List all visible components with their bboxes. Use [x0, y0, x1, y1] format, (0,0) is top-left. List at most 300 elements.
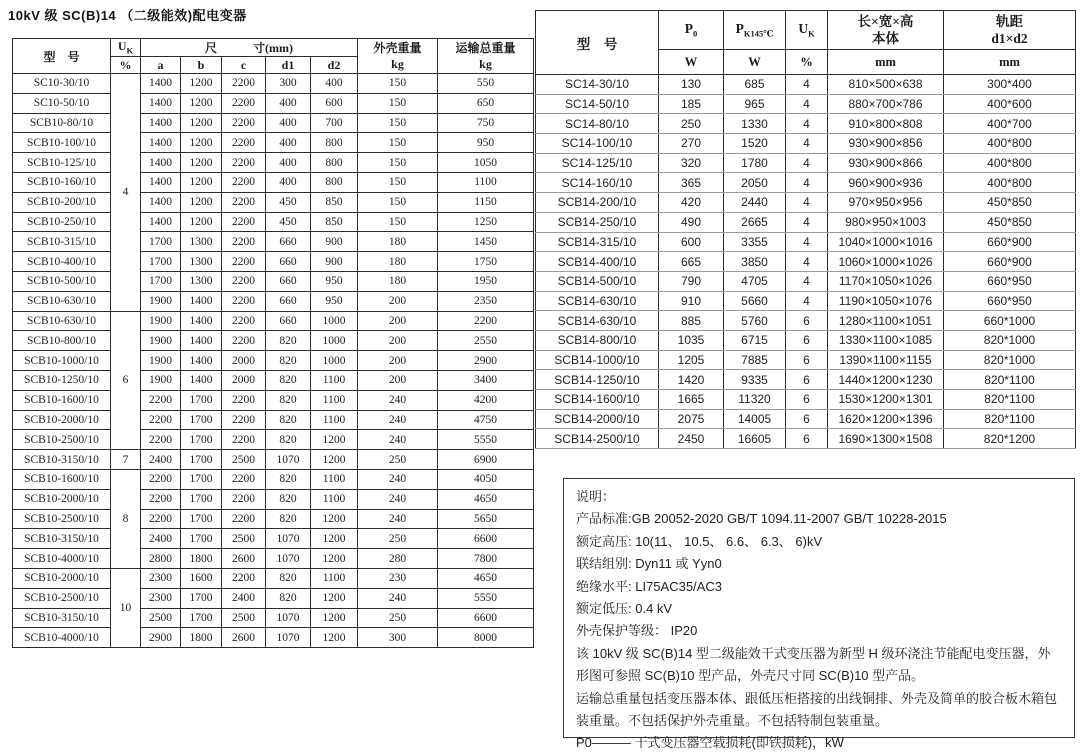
dim-b-cell: 1700 [181, 410, 222, 430]
p0-cell: 250 [659, 114, 724, 134]
uk-cell: 6 [786, 429, 828, 449]
transport-weight-cell: 5550 [438, 430, 534, 450]
dim-b-header: b [181, 57, 222, 74]
track-gauge-label-line1: 轨距 [996, 14, 1023, 29]
body-size-cell: 930×900×856 [828, 134, 944, 154]
track-gauge-cell: 660*950 [944, 291, 1076, 311]
model-cell: SCB14-800/10 [536, 330, 659, 350]
p0-cell: 1665 [659, 390, 724, 410]
model-cell: SCB10-800/10 [13, 331, 111, 351]
dim-c-cell: 2500 [222, 608, 266, 628]
note-line: P0——— 干式变压器空载损耗(即铁损耗)，kW [576, 735, 844, 751]
left-table-row [13, 271, 534, 291]
dim-a-cell: 2400 [141, 529, 181, 549]
model-cell: SCB14-250/10 [536, 212, 659, 232]
right-table-row [536, 409, 1076, 429]
shell-weight-cell: 200 [358, 331, 438, 351]
p0-cell: 790 [659, 271, 724, 291]
dim-b-cell: 1300 [181, 252, 222, 272]
dim-a-cell: 1700 [141, 232, 181, 252]
shell-weight-cell: 240 [358, 410, 438, 430]
note-line: 额定低压: 0.4 kV [576, 601, 673, 617]
transport-weight-cell: 1100 [438, 172, 534, 192]
shell-weight-cell: 240 [358, 588, 438, 608]
left-table-row [13, 628, 534, 648]
dim-b-cell: 1400 [181, 331, 222, 351]
dim-d1-cell: 1070 [266, 608, 311, 628]
dim-c-cell: 2200 [222, 410, 266, 430]
uk-cell: 4 [786, 114, 828, 134]
body-size-unit-header: mm [828, 50, 944, 75]
dim-b-cell: 1200 [181, 74, 222, 94]
dim-b-cell: 1700 [181, 430, 222, 450]
track-gauge-cell: 400*800 [944, 134, 1076, 154]
shell-weight-cell: 250 [358, 608, 438, 628]
track-gauge-cell: 820*1000 [944, 350, 1076, 370]
note-line: 该 10kV 级 SC(B)14 型二级能效干式变压器为新型 H 级环浇注节能配电变压器，外形图可参照 SC(B)10 型产品，外壳尺寸同 SC(B)10 型产品。 [576, 645, 1051, 684]
left-table-row [13, 133, 534, 153]
dim-d1-cell: 400 [266, 133, 311, 153]
left-table-row [13, 608, 534, 628]
transport-weight-cell: 7800 [438, 549, 534, 569]
model-cell: SCB10-200/10 [13, 192, 111, 212]
shell-weight-cell: 240 [358, 430, 438, 450]
dim-d2-cell: 850 [311, 212, 358, 232]
transport-weight-cell: 550 [438, 74, 534, 94]
left-table-row [13, 410, 534, 430]
shell-weight-cell: 240 [358, 489, 438, 509]
transport-weight-cell: 5650 [438, 509, 534, 529]
dim-a-cell: 1900 [141, 311, 181, 331]
track-gauge-unit-header: mm [944, 50, 1076, 75]
uk-cell: 4 [786, 232, 828, 252]
model-cell: SCB10-100/10 [13, 133, 111, 153]
transport-weight-cell: 4750 [438, 410, 534, 430]
dim-c-cell: 2600 [222, 549, 266, 569]
track-gauge-cell: 820*1100 [944, 390, 1076, 410]
track-gauge-cell: 400*700 [944, 114, 1076, 134]
track-gauge-cell: 660*900 [944, 252, 1076, 272]
shell-weight-cell: 150 [358, 153, 438, 173]
left-table-row [13, 450, 534, 470]
pk-cell: 9335 [724, 370, 786, 390]
uk-cell: 4 [786, 291, 828, 311]
dim-b-cell: 1300 [181, 271, 222, 291]
p0-cell: 270 [659, 134, 724, 154]
note-line: 绝缘水平: LI75AC35/AC3 [576, 578, 722, 594]
uk-cell: 4 [786, 193, 828, 213]
model-cell: SCB10-3150/10 [13, 529, 111, 549]
uk-cell: 6 [786, 409, 828, 429]
dim-c-cell: 2200 [222, 113, 266, 133]
transport-weight-cell: 2900 [438, 351, 534, 371]
dim-b-cell: 1700 [181, 489, 222, 509]
shell-weight-cell: 150 [358, 133, 438, 153]
dim-d2-cell: 1200 [311, 608, 358, 628]
dim-d1-cell: 820 [266, 370, 311, 390]
shell-weight-cell: 200 [358, 311, 438, 331]
model-cell: SCB10-1000/10 [13, 351, 111, 371]
model-cell: SCB10-2500/10 [13, 588, 111, 608]
p0-cell: 1205 [659, 350, 724, 370]
transport-weight-column-header [438, 39, 534, 74]
transport-weight-cell: 6600 [438, 608, 534, 628]
dim-c-cell: 2200 [222, 172, 266, 192]
shell-weight-cell: 180 [358, 271, 438, 291]
transport-weight-cell: 1050 [438, 153, 534, 173]
shell-weight-label: 外壳重量 [373, 41, 422, 55]
right-table-row [536, 232, 1076, 252]
shell-weight-cell: 150 [358, 113, 438, 133]
dim-b-cell: 1400 [181, 291, 222, 311]
dim-a-cell: 2300 [141, 568, 181, 588]
dim-c-cell: 2200 [222, 232, 266, 252]
uk-cell: 4 [786, 153, 828, 173]
dim-d2-cell: 950 [311, 271, 358, 291]
uk-base-label: U [798, 21, 809, 37]
dim-d1-cell: 1070 [266, 628, 311, 648]
dim-b-cell: 1700 [181, 588, 222, 608]
uk-sub-label: K [126, 45, 134, 56]
dim-c-cell: 2200 [222, 153, 266, 173]
dim-a-cell: 2400 [141, 450, 181, 470]
dim-d2-cell: 1100 [311, 410, 358, 430]
model-column-header: 型 号 [13, 39, 111, 74]
dim-c-cell: 2200 [222, 74, 266, 94]
pk-sub-label: K145℃ [743, 28, 774, 39]
shell-weight-cell: 150 [358, 192, 438, 212]
uk-group-cell: 8 [111, 469, 141, 568]
pk-cell: 2665 [724, 212, 786, 232]
uk-cell: 6 [786, 350, 828, 370]
left-table-row [13, 74, 534, 94]
shell-weight-cell: 280 [358, 549, 438, 569]
dim-c-cell: 2500 [222, 529, 266, 549]
dim-c-cell: 2200 [222, 271, 266, 291]
pk-cell: 7885 [724, 350, 786, 370]
uk-cell: 6 [786, 370, 828, 390]
shell-weight-cell: 240 [358, 469, 438, 489]
p0-cell: 2450 [659, 429, 724, 449]
transport-weight-cell: 2350 [438, 291, 534, 311]
model-cell: SCB10-1600/10 [13, 469, 111, 489]
model-cell: SCB10-2500/10 [13, 509, 111, 529]
dim-d1-cell: 400 [266, 93, 311, 113]
right-table-row [536, 291, 1076, 311]
dim-d2-cell: 850 [311, 192, 358, 212]
model-cell: SCB10-2000/10 [13, 568, 111, 588]
left-table-row [13, 232, 534, 252]
model-cell: SCB14-2000/10 [536, 409, 659, 429]
uk-unit-header: % [786, 50, 828, 75]
pk-cell: 5660 [724, 291, 786, 311]
body-size-cell: 970×950×956 [828, 193, 944, 213]
right-table-row [536, 94, 1076, 114]
uk-cell: 4 [786, 134, 828, 154]
model-cell: SCB10-315/10 [13, 232, 111, 252]
model-cell: SCB10-500/10 [13, 271, 111, 291]
shell-weight-cell: 180 [358, 252, 438, 272]
shell-weight-cell: 300 [358, 628, 438, 648]
left-table-row [13, 489, 534, 509]
right-table [535, 10, 1076, 449]
dim-b-cell: 1600 [181, 568, 222, 588]
p0-cell: 885 [659, 311, 724, 331]
model-cell: SCB10-125/10 [13, 153, 111, 173]
body-size-cell: 960×900×936 [828, 173, 944, 193]
left-table-row [13, 469, 534, 489]
model-cell: SCB14-315/10 [536, 232, 659, 252]
model-cell: SCB10-3150/10 [13, 608, 111, 628]
right-table-row [536, 311, 1076, 331]
p0-cell: 365 [659, 173, 724, 193]
uk-cell: 4 [786, 75, 828, 95]
right-table-row [536, 75, 1076, 95]
size-column-header: 尺 寸(mm) [141, 39, 358, 57]
left-table-row [13, 509, 534, 529]
left-table-row [13, 529, 534, 549]
pk-cell: 1780 [724, 153, 786, 173]
left-table-row [13, 331, 534, 351]
shell-weight-cell: 230 [358, 568, 438, 588]
dim-d1-cell: 820 [266, 351, 311, 371]
dim-a-cell: 2200 [141, 489, 181, 509]
left-table-body [13, 74, 534, 648]
track-gauge-cell: 400*800 [944, 153, 1076, 173]
model-cell: SCB10-2000/10 [13, 410, 111, 430]
body-size-cell: 1280×1100×1051 [828, 311, 944, 331]
shell-weight-unit: kg [391, 57, 404, 71]
dim-c-cell: 2200 [222, 291, 266, 311]
model-cell: SCB10-80/10 [13, 113, 111, 133]
dim-d2-cell: 800 [311, 153, 358, 173]
uk-cell: 6 [786, 311, 828, 331]
p0-cell: 320 [659, 153, 724, 173]
dim-a-cell: 1700 [141, 271, 181, 291]
dim-c-cell: 2200 [222, 430, 266, 450]
left-table-row [13, 153, 534, 173]
transport-weight-cell: 3400 [438, 370, 534, 390]
dim-d2-cell: 1100 [311, 568, 358, 588]
dim-b-cell: 1200 [181, 212, 222, 232]
dim-d1-cell: 400 [266, 172, 311, 192]
model-cell: SCB10-1250/10 [13, 370, 111, 390]
shell-weight-cell: 200 [358, 370, 438, 390]
pk-cell: 3850 [724, 252, 786, 272]
dim-d2-cell: 1100 [311, 370, 358, 390]
right-table-row [536, 134, 1076, 154]
dim-d1-cell: 450 [266, 192, 311, 212]
right-table-row [536, 114, 1076, 134]
dim-a-cell: 2200 [141, 390, 181, 410]
left-header-row-1 [13, 39, 534, 57]
dim-b-cell: 1200 [181, 93, 222, 113]
track-gauge-cell: 300*400 [944, 75, 1076, 95]
dim-d1-cell: 820 [266, 469, 311, 489]
dim-d2-cell: 1100 [311, 489, 358, 509]
dim-a-cell: 2300 [141, 588, 181, 608]
dim-a-cell: 1900 [141, 370, 181, 390]
pk-cell: 4705 [724, 271, 786, 291]
track-gauge-cell: 660*950 [944, 271, 1076, 291]
note-line: 额定高压: 10(11、 10.5、 6.6、 6.3、 6)kV [576, 533, 823, 549]
dim-d2-cell: 1000 [311, 351, 358, 371]
model-cell: SCB10-1600/10 [13, 390, 111, 410]
right-table-row [536, 252, 1076, 272]
dim-a-cell: 2200 [141, 509, 181, 529]
dim-d1-cell: 820 [266, 390, 311, 410]
shell-weight-cell: 150 [358, 74, 438, 94]
dim-b-cell: 1200 [181, 192, 222, 212]
model-cell: SC14-160/10 [536, 173, 659, 193]
body-size-cell: 910×800×808 [828, 114, 944, 134]
pk-column-header [724, 11, 786, 50]
dim-b-cell: 1700 [181, 390, 222, 410]
right-table-row [536, 271, 1076, 291]
dim-b-cell: 1800 [181, 549, 222, 569]
dim-d1-cell: 450 [266, 212, 311, 232]
dim-d1-cell: 820 [266, 588, 311, 608]
dim-d1-cell: 660 [266, 291, 311, 311]
track-gauge-cell: 820*1100 [944, 370, 1076, 390]
dim-b-cell: 1400 [181, 311, 222, 331]
body-size-label-line2: 本体 [872, 31, 899, 46]
dim-a-cell: 1400 [141, 133, 181, 153]
shell-weight-cell: 200 [358, 351, 438, 371]
dim-b-cell: 1400 [181, 351, 222, 371]
transport-weight-cell: 750 [438, 113, 534, 133]
dim-a-header: a [141, 57, 181, 74]
pk-cell: 11320 [724, 390, 786, 410]
body-size-cell: 1190×1050×1076 [828, 291, 944, 311]
right-table-row [536, 390, 1076, 410]
dim-d1-cell: 1070 [266, 450, 311, 470]
model-column-header: 型 号 [536, 11, 659, 75]
dim-d1-cell: 400 [266, 153, 311, 173]
uk-cell: 6 [786, 330, 828, 350]
dim-d1-cell: 820 [266, 568, 311, 588]
dim-d1-cell: 660 [266, 311, 311, 331]
uk-column-header [111, 39, 141, 57]
transport-weight-cell: 8000 [438, 628, 534, 648]
dim-d2-cell: 800 [311, 172, 358, 192]
shell-weight-cell: 200 [358, 291, 438, 311]
dim-a-cell: 2200 [141, 469, 181, 489]
transport-weight-cell: 4650 [438, 489, 534, 509]
dim-d2-cell: 800 [311, 133, 358, 153]
dim-d2-cell: 1200 [311, 450, 358, 470]
pk-unit-header: W [724, 50, 786, 75]
pk-cell: 2050 [724, 173, 786, 193]
dim-a-cell: 2200 [141, 410, 181, 430]
dim-b-cell: 1700 [181, 529, 222, 549]
pk-cell: 16605 [724, 429, 786, 449]
dim-c-cell: 2200 [222, 489, 266, 509]
dim-d2-cell: 700 [311, 113, 358, 133]
dim-a-cell: 2500 [141, 608, 181, 628]
left-table-row [13, 549, 534, 569]
dim-a-cell: 1900 [141, 291, 181, 311]
right-table-row [536, 330, 1076, 350]
transport-weight-cell: 1950 [438, 271, 534, 291]
transport-weight-cell: 950 [438, 133, 534, 153]
body-size-cell: 980×950×1003 [828, 212, 944, 232]
left-table-row [13, 588, 534, 608]
model-cell: SCB10-2500/10 [13, 430, 111, 450]
left-table-row [13, 390, 534, 410]
dim-d1-cell: 820 [266, 489, 311, 509]
body-size-cell: 1530×1200×1301 [828, 390, 944, 410]
left-table-row [13, 291, 534, 311]
dim-c-cell: 2200 [222, 93, 266, 113]
model-cell: SCB14-2500/10 [536, 429, 659, 449]
left-table-row [13, 192, 534, 212]
uk-cell: 6 [786, 390, 828, 410]
dim-d1-cell: 820 [266, 430, 311, 450]
transport-weight-cell: 1450 [438, 232, 534, 252]
dim-c-cell: 2200 [222, 568, 266, 588]
uk-base-label: U [117, 39, 127, 54]
model-cell: SCB14-1600/10 [536, 390, 659, 410]
dim-a-cell: 1400 [141, 212, 181, 232]
dim-d1-header: d1 [266, 57, 311, 74]
model-cell: SCB14-630/10 [536, 291, 659, 311]
pk-cell: 3355 [724, 232, 786, 252]
left-table-row [13, 568, 534, 588]
dim-a-cell: 1900 [141, 351, 181, 371]
dim-d2-cell: 1000 [311, 311, 358, 331]
dim-b-cell: 1200 [181, 153, 222, 173]
transport-weight-cell: 4650 [438, 568, 534, 588]
pk-cell: 1520 [724, 134, 786, 154]
body-size-label-line1: 长×宽×高 [857, 14, 914, 29]
shell-weight-cell: 150 [358, 212, 438, 232]
dim-a-cell: 1400 [141, 74, 181, 94]
p0-cell: 1420 [659, 370, 724, 390]
left-table-row [13, 252, 534, 272]
p0-column-header [659, 11, 724, 50]
p0-unit-header: W [659, 50, 724, 75]
left-table-row [13, 311, 534, 331]
pk-cell: 6715 [724, 330, 786, 350]
dim-d2-cell: 1200 [311, 628, 358, 648]
dim-a-cell: 1700 [141, 252, 181, 272]
transport-weight-label: 运输总重量 [455, 41, 516, 55]
track-gauge-cell: 660*1000 [944, 311, 1076, 331]
transport-weight-cell: 4050 [438, 469, 534, 489]
track-gauge-cell: 820*1200 [944, 429, 1076, 449]
right-header-row-1 [536, 11, 1076, 50]
right-table-body [536, 75, 1076, 449]
model-cell: SCB10-3150/10 [13, 450, 111, 470]
p0-cell: 600 [659, 232, 724, 252]
dim-c-cell: 2200 [222, 212, 266, 232]
model-cell: SCB10-400/10 [13, 252, 111, 272]
shell-weight-cell: 250 [358, 529, 438, 549]
dim-d2-cell: 1000 [311, 331, 358, 351]
dim-d2-cell: 1200 [311, 549, 358, 569]
dim-d2-cell: 950 [311, 291, 358, 311]
model-cell: SCB10-2000/10 [13, 489, 111, 509]
dim-b-cell: 1700 [181, 450, 222, 470]
dim-b-cell: 1400 [181, 370, 222, 390]
body-size-cell: 1330×1100×1085 [828, 330, 944, 350]
uk-group-cell: 4 [111, 74, 141, 312]
dim-d2-cell: 1200 [311, 430, 358, 450]
note-line: 运输总重量包括变压器本体、跟低压柜搭接的出线铜排、外壳及简单的胶合板木箱包装重量。不包括保护外壳重量。不包括特制包装重量。 [576, 690, 1058, 729]
uk-group-cell: 7 [111, 450, 141, 470]
transport-weight-cell: 6900 [438, 450, 534, 470]
